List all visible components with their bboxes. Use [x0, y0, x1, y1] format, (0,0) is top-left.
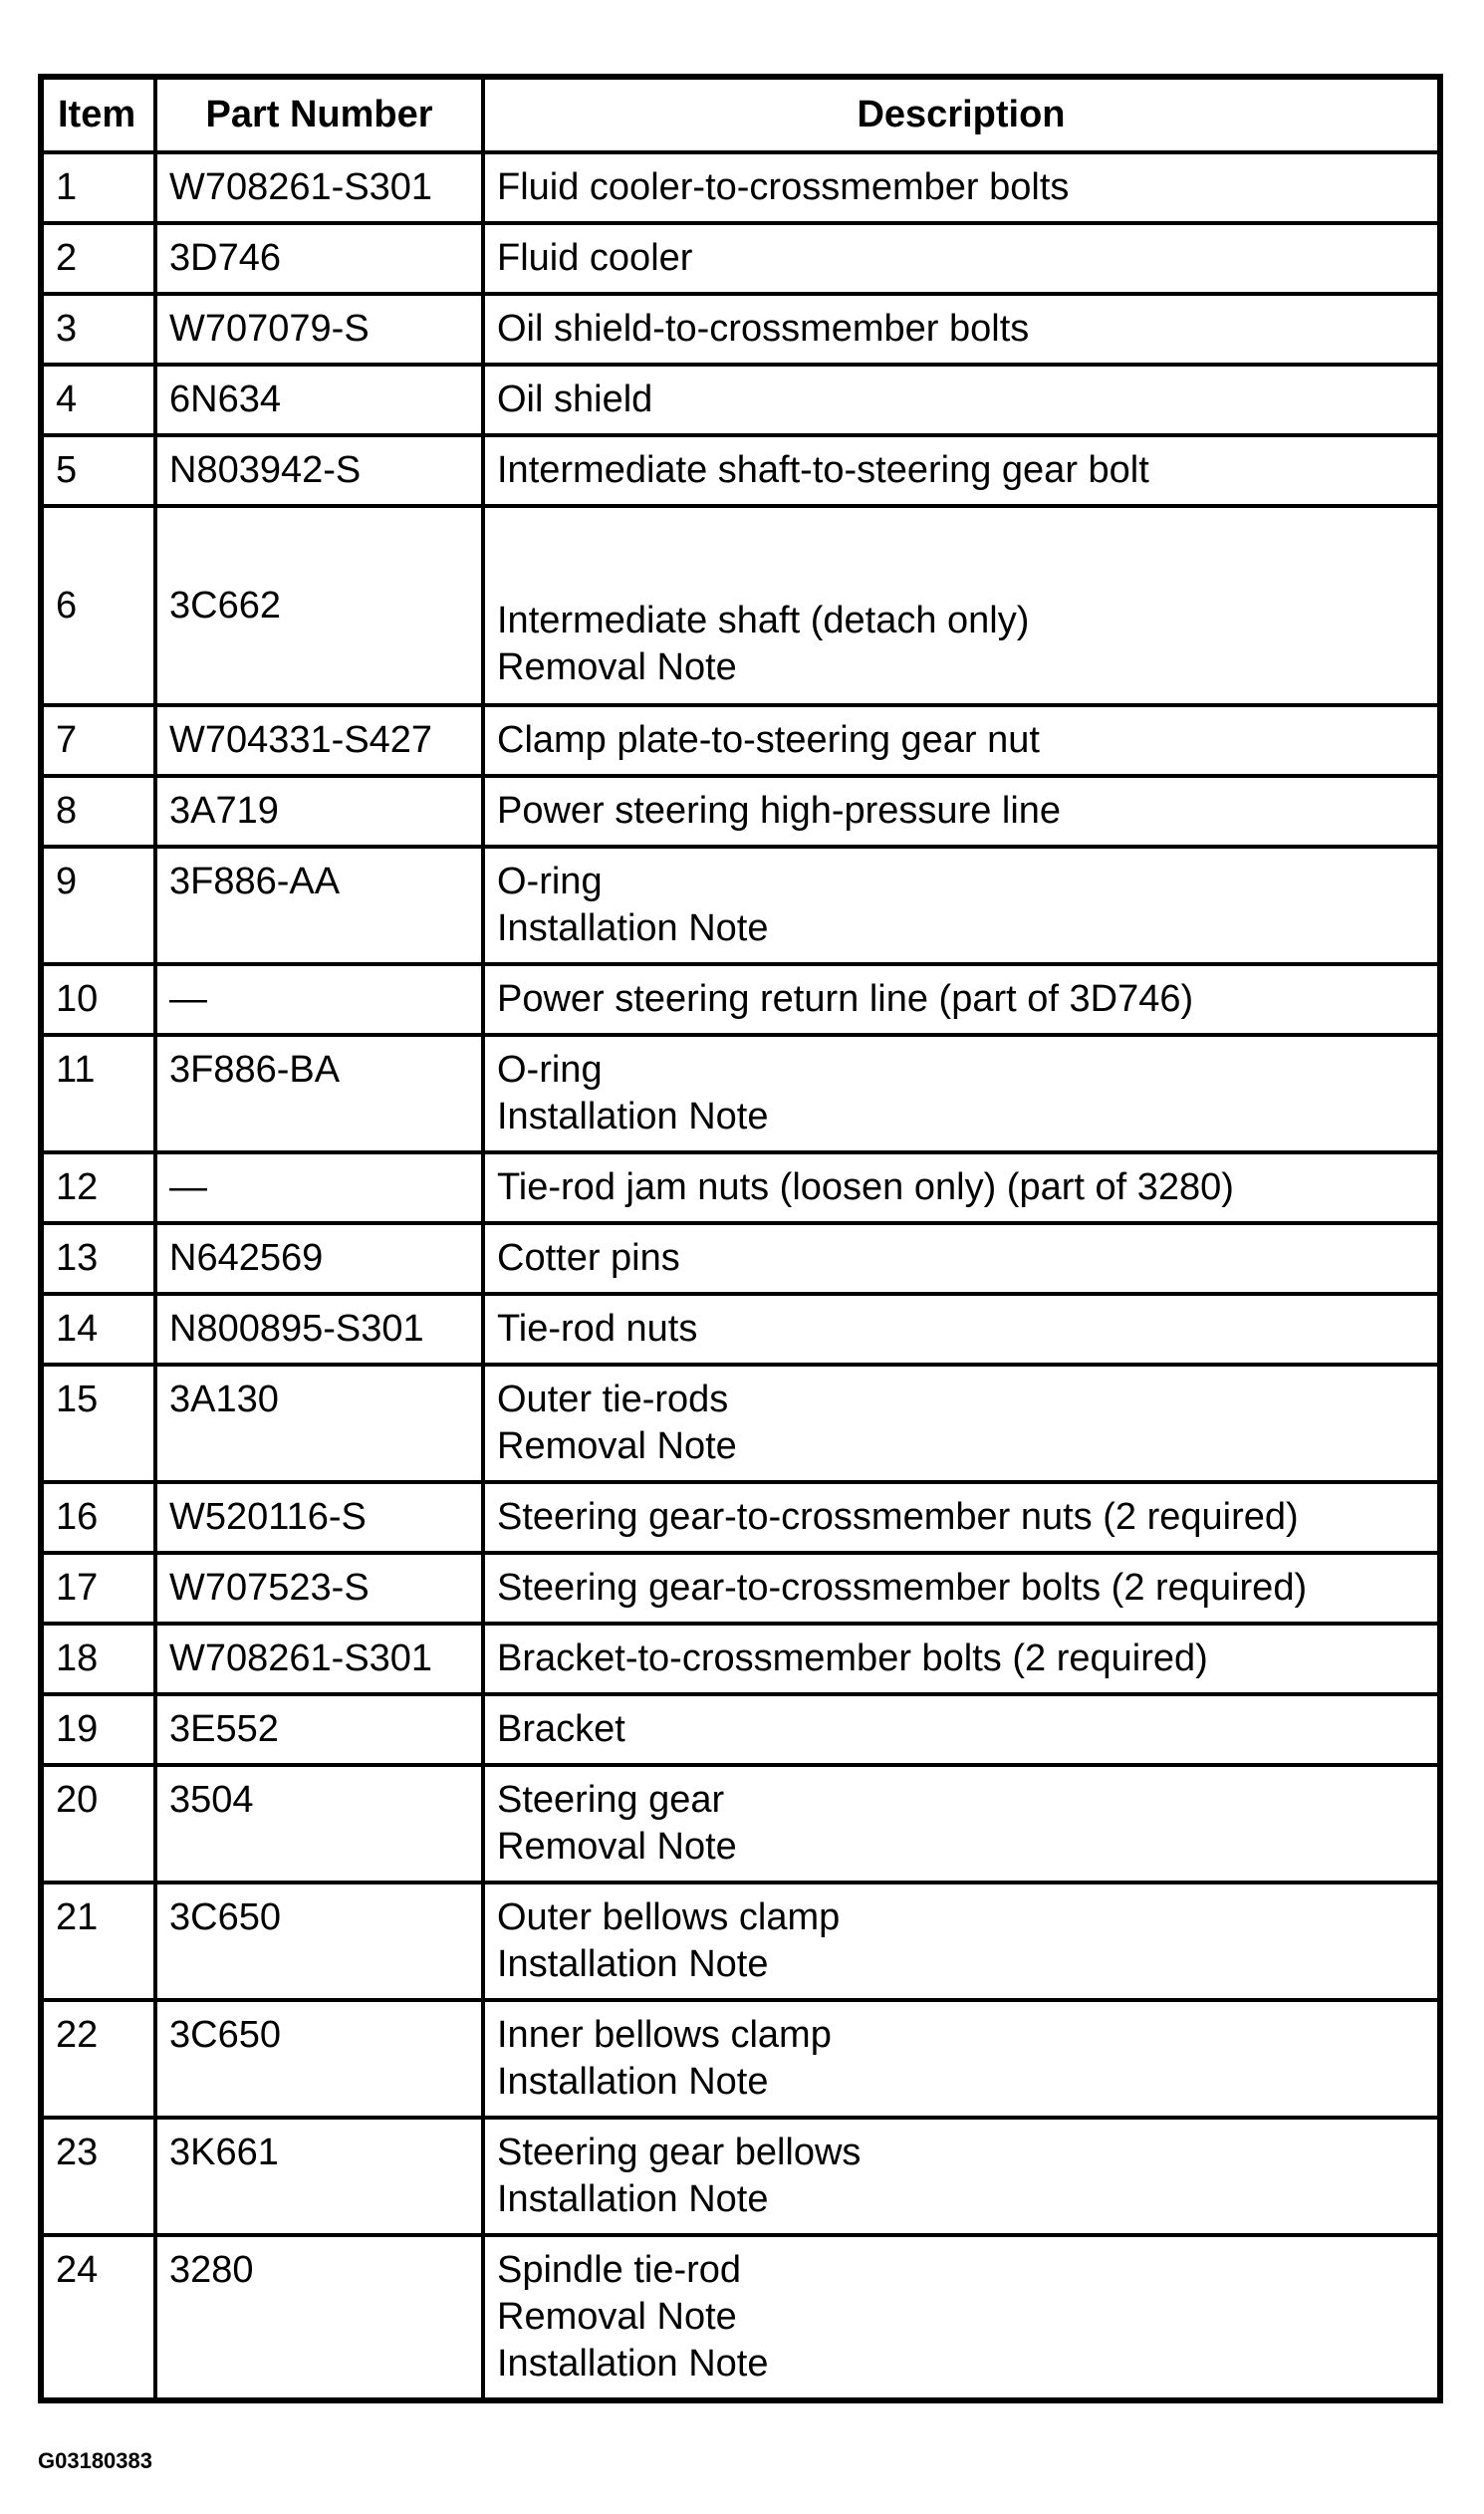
item-cell: 24: [41, 2235, 155, 2400]
table-row: [41, 964, 1440, 1035]
description-cell: [483, 506, 1440, 705]
part-number-cell: 3504: [155, 1765, 483, 1883]
table-row: [41, 2118, 1440, 2235]
description-text: Steering gear bellows: [497, 2132, 862, 2173]
part-number-cell: 3A130: [155, 1365, 483, 1482]
note-text: Installation Note: [497, 2178, 769, 2220]
item-cell: 23: [41, 2118, 155, 2235]
table-row: [41, 506, 1440, 705]
description-text: Intermediate shaft-to-steering gear bolt: [497, 449, 1149, 491]
table-body: [41, 152, 1440, 2400]
description-text: Spindle tie-rod: [497, 2249, 742, 2291]
description-text: Tie-rod nuts: [497, 1308, 698, 1350]
description-text: Cotter pins: [497, 1237, 680, 1279]
item-cell: 21: [41, 1883, 155, 2000]
table-row: [41, 847, 1440, 964]
item-cell: 9: [41, 847, 155, 964]
description-text: Inner bellows clamp: [497, 2014, 832, 2056]
table-row: [41, 294, 1440, 365]
note-text: Installation Note: [497, 2343, 769, 2385]
table-row: [41, 705, 1440, 776]
part-number-cell: N800895-S301: [155, 1294, 483, 1365]
description-cell: [483, 2000, 1440, 2118]
note-text: Installation Note: [497, 1943, 769, 1985]
description-text: O-ring: [497, 1049, 603, 1091]
item-cell: 1: [41, 152, 155, 223]
part-number-cell: 3C650: [155, 2000, 483, 2118]
note-text: Installation Note: [497, 1096, 769, 1137]
part-number-cell: W707079-S: [155, 294, 483, 365]
table-header: [41, 77, 1440, 152]
description-cell: [483, 1152, 1440, 1223]
item-cell: 22: [41, 2000, 155, 2118]
description-cell: [483, 1035, 1440, 1152]
parts-table: [38, 74, 1443, 2403]
header-row: [41, 77, 1440, 152]
item-cell: 3: [41, 294, 155, 365]
table-row: [41, 1482, 1440, 1553]
table-row: [41, 1223, 1440, 1294]
description-cell: [483, 1553, 1440, 1624]
description-cell: [483, 1694, 1440, 1765]
description-cell: [483, 152, 1440, 223]
description-cell: [483, 1223, 1440, 1294]
description-cell: [483, 776, 1440, 847]
header-item: Item: [41, 77, 155, 152]
description-cell: [483, 2118, 1440, 2235]
item-cell: 15: [41, 1365, 155, 1482]
description-text: Clamp plate-to-steering gear nut: [497, 719, 1040, 761]
table-row: [41, 223, 1440, 294]
item-cell: 7: [41, 705, 155, 776]
item-cell: 20: [41, 1765, 155, 1883]
figure-id: G03180383: [38, 2448, 152, 2473]
part-number-cell: 3C650: [155, 1883, 483, 2000]
description-text: Bracket: [497, 1708, 625, 1750]
item-cell: 16: [41, 1482, 155, 1553]
part-number-cell: W707523-S: [155, 1553, 483, 1624]
item-cell: 18: [41, 1624, 155, 1694]
note-text: Removal Note: [497, 2296, 737, 2338]
part-number-cell: 3F886-AA: [155, 847, 483, 964]
note-text: Installation Note: [497, 907, 769, 949]
part-number-cell: W520116-S: [155, 1482, 483, 1553]
description-cell: [483, 1883, 1440, 2000]
description-cell: [483, 847, 1440, 964]
description-text: Power steering high-pressure line: [497, 790, 1062, 832]
table-row: [41, 1152, 1440, 1223]
description-cell: [483, 435, 1440, 506]
note-text: Removal Note: [497, 1826, 737, 1868]
table-row: [41, 435, 1440, 506]
description-cell: [483, 1624, 1440, 1694]
header-part-number: Part Number: [155, 77, 483, 152]
description-text: Oil shield: [497, 378, 653, 420]
item-cell: 19: [41, 1694, 155, 1765]
part-number-cell: 3280: [155, 2235, 483, 2400]
item-cell: 17: [41, 1553, 155, 1624]
note-text: Installation Note: [497, 2061, 769, 2103]
part-number-cell: W704331-S427: [155, 705, 483, 776]
table-row: [41, 2235, 1440, 2400]
table-row: [41, 2000, 1440, 2118]
description-text: Bracket-to-crossmember bolts (2 required): [497, 1637, 1208, 1679]
part-number-cell: N642569: [155, 1223, 483, 1294]
description-text: Outer bellows clamp: [497, 1896, 841, 1938]
table-row: [41, 1035, 1440, 1152]
table-row: [41, 1624, 1440, 1694]
table-row: [41, 1883, 1440, 2000]
header-description: Description: [483, 77, 1440, 152]
description-cell: [483, 1294, 1440, 1365]
part-number-cell: —: [155, 1152, 483, 1223]
table-row: [41, 1365, 1440, 1482]
description-text: O-ring: [497, 861, 603, 902]
table-row: [41, 1694, 1440, 1765]
description-cell: [483, 1482, 1440, 1553]
item-cell: 2: [41, 223, 155, 294]
description-cell: [483, 1365, 1440, 1482]
item-cell: 6: [41, 506, 155, 705]
part-number-cell: 6N634: [155, 365, 483, 435]
note-text: Removal Note: [497, 646, 737, 688]
description-cell: [483, 705, 1440, 776]
item-cell: 4: [41, 365, 155, 435]
part-number-cell: W708261-S301: [155, 152, 483, 223]
description-text: Steering gear-to-crossmember nuts (2 required): [497, 1496, 1299, 1538]
part-number-cell: 3D746: [155, 223, 483, 294]
description-text: Outer tie-rods: [497, 1379, 729, 1420]
item-cell: 8: [41, 776, 155, 847]
description-text: Power steering return line (part of 3D746): [497, 978, 1194, 1020]
item-cell: 12: [41, 1152, 155, 1223]
part-number-cell: 3E552: [155, 1694, 483, 1765]
description-text: Fluid cooler-to-crossmember bolts: [497, 166, 1070, 208]
description-text: Fluid cooler: [497, 237, 693, 279]
part-number-cell: 3F886-BA: [155, 1035, 483, 1152]
part-number-cell: 3C662: [155, 506, 483, 705]
description-text: Steering gear: [497, 1779, 725, 1821]
description-cell: [483, 294, 1440, 365]
description-text: Oil shield-to-crossmember bolts: [497, 308, 1030, 350]
description-cell: [483, 964, 1440, 1035]
table-row: [41, 365, 1440, 435]
part-number-cell: W708261-S301: [155, 1624, 483, 1694]
description-cell: [483, 223, 1440, 294]
table-row: [41, 776, 1440, 847]
table-row: [41, 1294, 1440, 1365]
table-row: [41, 1765, 1440, 1883]
item-cell: 11: [41, 1035, 155, 1152]
description-text: Steering gear-to-crossmember bolts (2 required): [497, 1567, 1308, 1609]
note-text: Removal Note: [497, 1425, 737, 1467]
description-text: Tie-rod jam nuts (loosen only) (part of 3280): [497, 1166, 1234, 1208]
description-text: Intermediate shaft (detach only): [497, 600, 1030, 641]
description-cell: [483, 365, 1440, 435]
part-number-cell: 3A719: [155, 776, 483, 847]
part-number-cell: N803942-S: [155, 435, 483, 506]
table-row: [41, 1553, 1440, 1624]
part-number-cell: —: [155, 964, 483, 1035]
item-cell: 10: [41, 964, 155, 1035]
item-cell: 5: [41, 435, 155, 506]
description-cell: [483, 2235, 1440, 2400]
part-number-cell: 3K661: [155, 2118, 483, 2235]
description-cell: [483, 1765, 1440, 1883]
item-cell: 14: [41, 1294, 155, 1365]
table-row: [41, 152, 1440, 223]
item-cell: 13: [41, 1223, 155, 1294]
